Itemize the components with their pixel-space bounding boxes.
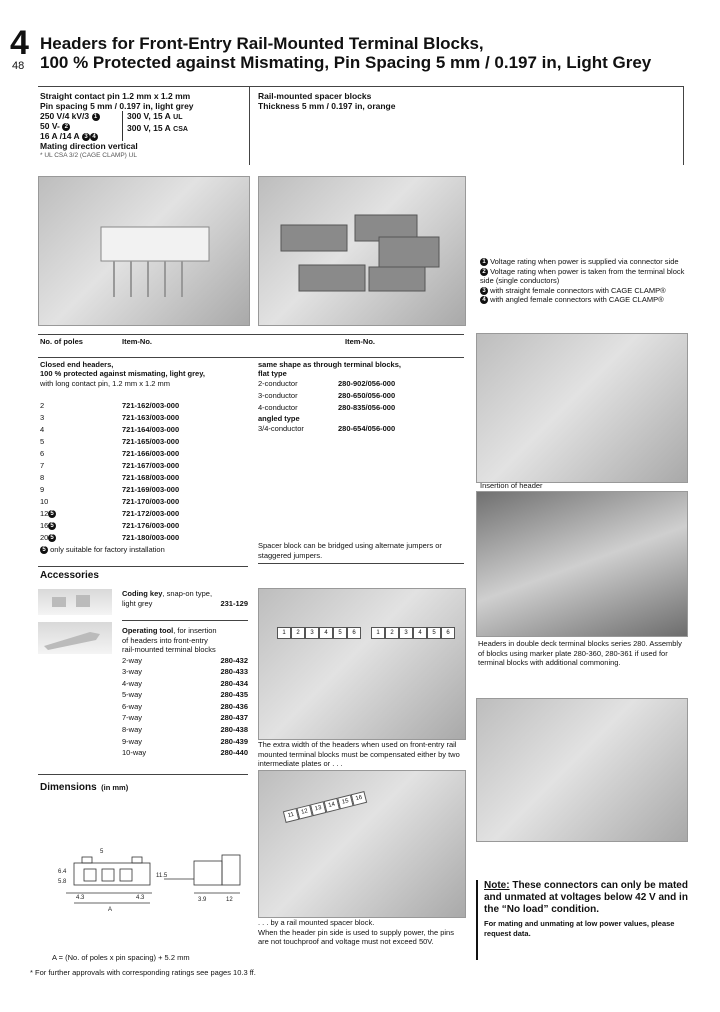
- marker-label: 1: [371, 627, 385, 639]
- row-poles: 20: [40, 533, 49, 542]
- double-deck-caption: Headers in double deck terminal blocks series 280. Assembly of blocks using marker plate 280-360, 280-361 if used for terminal blocks with additional commoning.: [478, 639, 682, 667]
- mark-4-icon: 4: [90, 133, 98, 141]
- marker-strip-3: [283, 791, 367, 823]
- dim-label-4-3-left: 4.3: [76, 895, 85, 901]
- row-poles: 4: [40, 425, 45, 434]
- list-item: [258, 423, 468, 435]
- spacer-table: [258, 360, 468, 435]
- insertion-caption: Insertion of header: [480, 481, 543, 490]
- list-item: [122, 724, 248, 736]
- table-row: [40, 496, 250, 508]
- row-poles: 12: [40, 509, 49, 518]
- spacer-item: 280-902/056-000: [338, 379, 396, 388]
- tool-way: 7-way: [122, 713, 143, 723]
- approvals-line: * UL CSA 3/2 (CAGE CLAMP) UL: [40, 152, 137, 159]
- col-item2-header: Item-No.: [345, 337, 375, 346]
- spacer-label: 3-conductor: [258, 391, 298, 400]
- header-illustration: [39, 177, 249, 325]
- row-poles: 9: [40, 485, 45, 494]
- rating-csa: 300 V, 15 A: [127, 123, 171, 133]
- marker-label: 6: [441, 627, 455, 639]
- footer-note: * For further approvals with corresponding ratings see pages 10.3 ff.: [30, 968, 256, 977]
- marker-label: 14: [324, 798, 340, 813]
- spacer-label: 2-conductor: [258, 379, 298, 388]
- spacer-specs: [258, 91, 478, 111]
- legend-text-4: with angled female connectors with CAGE CLAMP®: [490, 295, 664, 304]
- dimensions-title: [40, 777, 128, 795]
- section-number: 4: [10, 24, 29, 62]
- dim-label-12: 12: [226, 897, 233, 903]
- tool-item: 280-435: [220, 690, 248, 700]
- note-sub: For mating and unmating at low power values, please request data.: [484, 919, 675, 938]
- tool-way: 9-way: [122, 736, 143, 746]
- angled-type-label: angled type: [258, 414, 300, 423]
- coding-key-item: 231-129: [220, 598, 248, 608]
- mark-3-icon: 3: [82, 133, 90, 141]
- group-title: Closed end headers,: [40, 360, 114, 369]
- row-poles: 8: [40, 473, 45, 482]
- spacer-item: 280-835/056-000: [338, 403, 396, 412]
- footnote-text: only suitable for factory installation: [50, 545, 165, 554]
- dimension-drawing: [44, 845, 254, 915]
- spacer-caption-2: When the header pin side is used to supply power, the pins are not touchproof and voltage must not exceed 50V.: [258, 927, 454, 946]
- marker-label: 6: [347, 627, 361, 639]
- operating-tool-title: Operating tool: [122, 626, 174, 635]
- table-row: [40, 424, 250, 436]
- spec-pin-spacing: Pin spacing 5 mm / 0.197 in, light grey: [40, 101, 194, 111]
- row-poles: 7: [40, 461, 45, 470]
- marker-label: 3: [305, 627, 319, 639]
- tool-item: 280-433: [220, 667, 248, 677]
- marker-label: 11: [283, 808, 299, 823]
- ul-logo-icon: UL: [173, 114, 183, 121]
- spacer-title: Rail-mounted spacer blocks: [258, 91, 372, 101]
- marker-label: 16: [351, 791, 367, 806]
- row-item-number: 721-164/003-000: [122, 425, 180, 434]
- table-row: [40, 412, 250, 424]
- accessories-title: Accessories: [40, 570, 99, 581]
- insertion-photo: [476, 333, 688, 483]
- row-item-number: 721-172/003-000: [122, 509, 180, 518]
- dim-label-5: 5: [100, 849, 104, 855]
- marker-label: 2: [291, 627, 305, 639]
- row-item-number: 721-170/003-000: [122, 497, 180, 506]
- rating-50v: 50 V-: [40, 121, 60, 131]
- table-row: [40, 472, 250, 484]
- marker-label: 15: [337, 794, 353, 809]
- flat-type-label: flat type: [258, 369, 287, 378]
- table-row: [40, 484, 250, 496]
- table-row: [40, 508, 250, 520]
- tool-way: 8-way: [122, 725, 143, 735]
- tool-item: 280-436: [220, 701, 248, 711]
- csa-logo-icon: CSA: [173, 126, 188, 133]
- tool-way: 2-way: [122, 655, 143, 665]
- table-row: [40, 400, 250, 412]
- row-item-number: 721-169/003-000: [122, 485, 180, 494]
- dim-label-11-5: 11.5: [156, 873, 168, 879]
- coding-key: [122, 589, 248, 608]
- header-product-photo: [38, 176, 250, 326]
- spacer-blocks-photo: [258, 176, 466, 326]
- header-table: [40, 360, 250, 555]
- row-item-number: 721-166/003-000: [122, 449, 180, 458]
- coding-key-desc2: light grey: [122, 598, 153, 608]
- note-box: [476, 880, 696, 960]
- coding-key-desc: , snap-on type,: [162, 589, 213, 598]
- dimension-svg: [44, 845, 254, 915]
- coding-key-title: Coding key: [122, 589, 163, 598]
- row-item-number: 721-167/003-000: [122, 461, 180, 470]
- row-poles: 6: [40, 449, 45, 458]
- spec-contact-pin: Straight contact pin 1.2 mm x 1.2 mm: [40, 91, 191, 101]
- row-poles: 16: [40, 521, 49, 530]
- dim-label-4-3-right: 4.3: [136, 895, 145, 901]
- list-item: [122, 655, 248, 667]
- marker-label: 4: [413, 627, 427, 639]
- dim-label-3-9: 3.9: [198, 897, 207, 903]
- marker-strip-2: [371, 627, 455, 639]
- legend: [480, 257, 690, 305]
- row-item-number: 721-162/003-000: [122, 401, 180, 410]
- marker-label: 5: [427, 627, 441, 639]
- table-row: [40, 436, 250, 448]
- marker-label: 5: [333, 627, 347, 639]
- row-poles: 10: [40, 497, 49, 506]
- tool-item: 280-432: [220, 655, 248, 665]
- list-item: [258, 402, 468, 414]
- row-poles: 2: [40, 401, 45, 410]
- tool-way: 4-way: [122, 678, 143, 688]
- marker-label: 3: [399, 627, 413, 639]
- marker-label: 13: [310, 801, 326, 816]
- tool-item: 280-437: [220, 713, 248, 723]
- spacer-block-photo: [258, 770, 466, 918]
- extra-width-caption: The extra width of the headers when used on front-entry rail mounted terminal blocks must be compensated either by two intermediate plates or . . .: [258, 740, 460, 768]
- row-mark-icon: 5: [48, 522, 56, 530]
- footnote-mark-icon: 5: [40, 546, 48, 554]
- row-mark-icon: 5: [48, 534, 56, 542]
- spacer-item: 280-654/056-000: [338, 424, 396, 433]
- group-desc-1: with long contact pin, 1.2 mm x 1.2 mm: [40, 378, 171, 388]
- spec-box: [38, 86, 684, 165]
- legend-mark-4-icon: 4: [480, 296, 488, 304]
- tool-way: 6-way: [122, 701, 143, 711]
- group-sub: 100 % protected against mismating, light grey,: [40, 369, 205, 378]
- page-number: 48: [12, 60, 25, 72]
- dim-label-6-4: 6.4: [58, 869, 67, 875]
- row-item-number: 721-180/003-000: [122, 533, 180, 542]
- rating-250v: 250 V/4 kV/3: [40, 111, 90, 121]
- row-mark-icon: 5: [48, 510, 56, 518]
- marker-label: 4: [319, 627, 333, 639]
- list-item: [122, 678, 248, 690]
- mark-2-icon: 2: [62, 123, 70, 131]
- spacer-label: 3/4-conductor: [258, 424, 304, 433]
- dim-label-a: A: [108, 907, 113, 913]
- list-item: [122, 701, 248, 713]
- list-item: [122, 689, 248, 701]
- spacer-item: 280-650/056-000: [338, 391, 396, 400]
- dim-label-5-8: 5.8: [58, 879, 67, 885]
- dimensions-heading: Dimensions: [40, 782, 97, 793]
- operating-tool: [122, 626, 248, 759]
- list-item: [122, 736, 248, 748]
- col-item-header: Item-No.: [122, 337, 152, 346]
- legend-text-1: Voltage rating when power is supplied via connector side: [490, 257, 679, 266]
- rating-16a: 16 A /14 A: [40, 131, 80, 141]
- dimension-formula: A = (No. of poles x pin spacing) + 5.2 mm: [52, 953, 190, 962]
- marker-label: 12: [296, 805, 312, 820]
- legend-mark-1-icon: 1: [480, 258, 488, 266]
- tool-way: 3-way: [122, 667, 143, 677]
- list-item: [122, 747, 248, 759]
- list-item: [122, 666, 248, 678]
- header-specs: [40, 91, 245, 161]
- row-item-number: 721-165/003-000: [122, 437, 180, 446]
- row-poles: 5: [40, 437, 45, 446]
- list-item: [258, 378, 468, 390]
- spacer-label: 4-conductor: [258, 403, 298, 412]
- table-row: [40, 460, 250, 472]
- table-row: [40, 520, 250, 532]
- col-poles-header: No. of poles: [40, 337, 83, 346]
- row-poles: 3: [40, 413, 45, 422]
- table-row: [40, 448, 250, 460]
- spacer-note: Spacer block can be bridged using alternate jumpers or staggered jumpers.: [258, 541, 442, 560]
- spacer-thickness: Thickness 5 mm / 0.197 in, orange: [258, 101, 396, 111]
- double-deck-photo: [476, 491, 688, 637]
- marker-strip-1: [277, 627, 361, 639]
- dimensions-unit: (in mm): [101, 783, 129, 792]
- tool-way: 10-way: [122, 748, 147, 758]
- tool-way: 5-way: [122, 690, 143, 700]
- page-title: [40, 34, 710, 72]
- tool-item: 280-438: [220, 725, 248, 735]
- tool-item: 280-434: [220, 678, 248, 688]
- legend-mark-2-icon: 2: [480, 268, 488, 276]
- row-item-number: 721-168/003-000: [122, 473, 180, 482]
- operating-tool-image: [38, 622, 112, 654]
- spec-mating: Mating direction vertical: [40, 141, 138, 151]
- list-item: [258, 390, 468, 402]
- table-row: [40, 532, 250, 544]
- tool-item: 280-440: [220, 748, 248, 758]
- spacer-group-title: same shape as through terminal blocks,: [258, 360, 401, 369]
- note-heading: Note:: [484, 880, 510, 891]
- operating-tool-desc2: of headers into front-entry: [122, 635, 208, 645]
- operating-tool-desc3: rail-mounted terminal blocks: [122, 645, 216, 654]
- spacer-caption: [258, 918, 464, 947]
- rating-ul: 300 V, 15 A: [127, 111, 171, 121]
- legend-mark-3-icon: 3: [480, 287, 488, 295]
- title-line-2: 100 % Protected against Mismating, Pin Spacing 5 mm / 0.197 in, Light Grey: [40, 53, 652, 72]
- title-line-1: Headers for Front-Entry Rail-Mounted Terminal Blocks,: [40, 34, 484, 53]
- extra-width-photo: [258, 588, 466, 740]
- row-item-number: 721-176/003-000: [122, 521, 180, 530]
- operating-tool-desc: , for insertion: [173, 626, 217, 635]
- note-text: These connectors can only be mated and unmated at voltages below 42 V and in the “No load” condition.: [484, 880, 688, 915]
- legend-text-3: with straight female connectors with CAGE CLAMP®: [490, 285, 666, 295]
- marker-label: 1: [277, 627, 291, 639]
- coding-key-image: [38, 589, 112, 615]
- legend-text-2: Voltage rating when power is taken from the terminal block side (single conductors): [480, 266, 685, 285]
- list-item: [122, 712, 248, 724]
- spacer-illustration: [259, 177, 465, 325]
- marker-label: 2: [385, 627, 399, 639]
- spacer-caption-1: . . . by a rail mounted spacer block.: [258, 918, 375, 927]
- coding-photo: [476, 698, 688, 842]
- tool-item: 280-439: [220, 736, 248, 746]
- mark-1-icon: 1: [92, 113, 100, 121]
- row-item-number: 721-163/003-000: [122, 413, 180, 422]
